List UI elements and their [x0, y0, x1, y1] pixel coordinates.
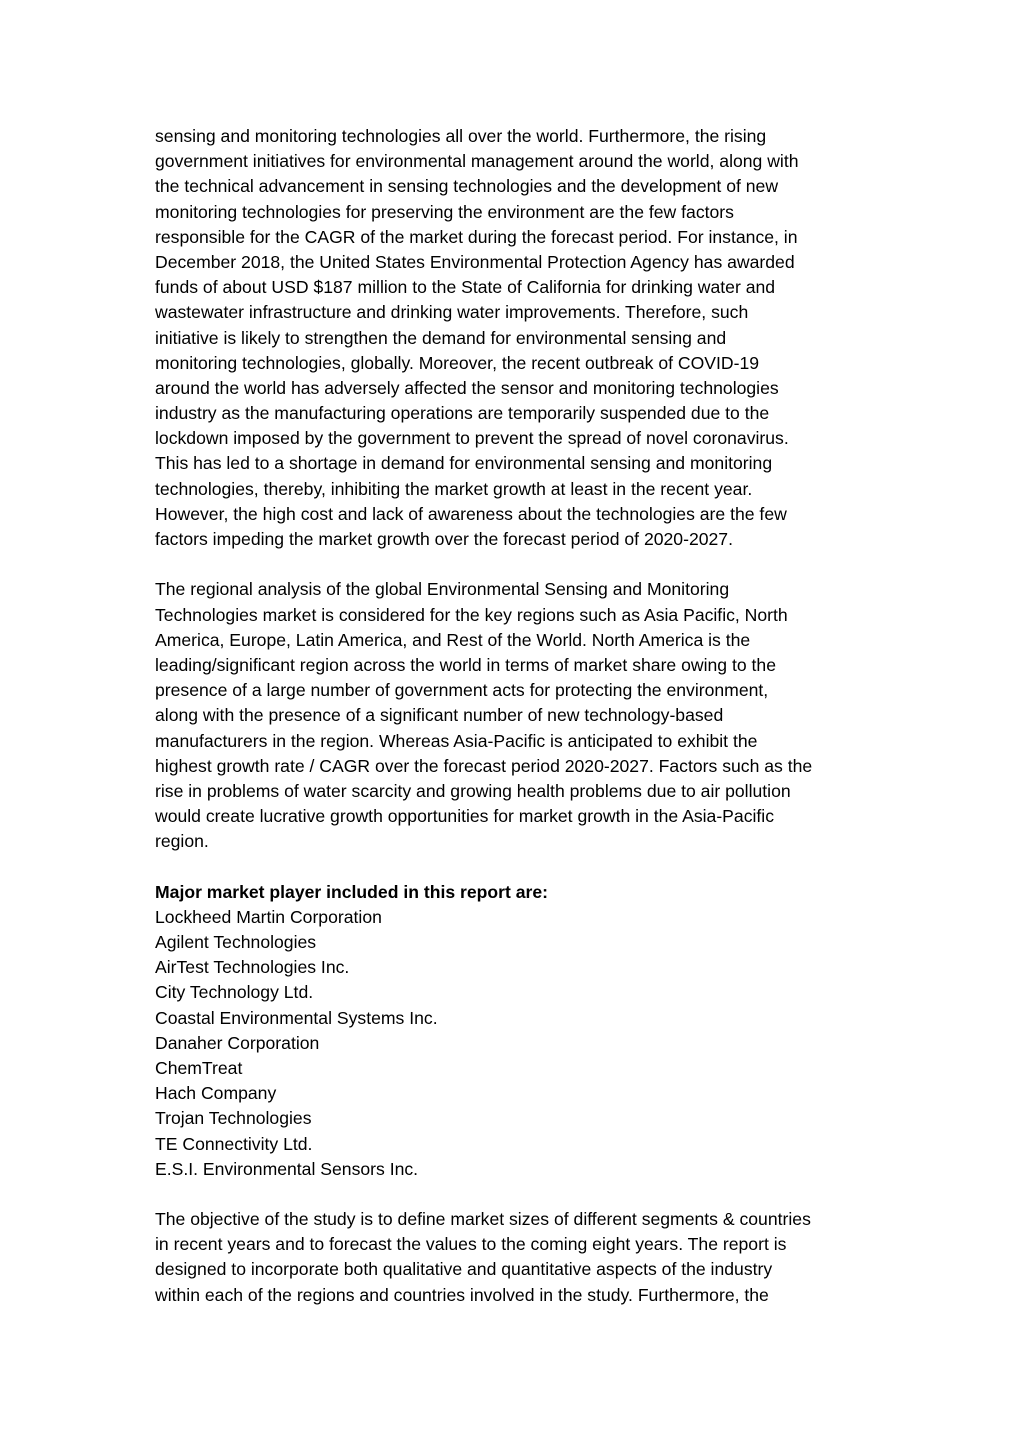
text-line: responsible for the CAGR of the market during the forecast period. For instance, in [155, 226, 798, 247]
text-line: highest growth rate / CAGR over the forecast period 2020-2027. Factors such as the [155, 755, 813, 776]
text-line: sensing and monitoring technologies all over the world. Furthermore, the rising [155, 126, 767, 146]
text-line: America, Europe, Latin America, and Rest of the World. North America is the [155, 629, 751, 650]
text-line: rise in problems of water scarcity and growing health problems due to air pollution [155, 780, 791, 801]
text-line: within each of the regions and countries involved in the study. Furthermore, the [155, 1284, 769, 1305]
text-line: This has led to a shortage in demand for environmental sensing and monitoring [155, 453, 773, 474]
document-page [155, 124, 875, 1308]
paragraph-gap [155, 1182, 875, 1207]
paragraph-study-objective [155, 1207, 875, 1308]
text-line: funds of about USD $187 million to the State of California for drinking water and [155, 277, 776, 298]
text-line: monitoring technologies, globally. Moreover, the recent outbreak of COVID-19 [155, 352, 760, 373]
list-item: TE Connectivity Ltd. [155, 1133, 313, 1154]
text-line: along with the presence of a significant number of new technology-based [155, 705, 724, 726]
text-line: leading/significant region across the world in terms of market share owing to the [155, 654, 776, 675]
text-line: Technologies market is considered for the key regions such as Asia Pacific, North [155, 604, 788, 625]
text-line: presence of a large number of government acts for protecting the environment, [155, 680, 769, 701]
text-line: December 2018, the United States Environmental Protection Agency has awarded [155, 251, 795, 272]
text-line: factors impeding the market growth over the forecast period of 2020-2027. [155, 529, 733, 549]
list-item: Hach Company [155, 1083, 277, 1104]
text-line: industry as the manufacturing operations are temporarily suspended due to the [155, 403, 770, 424]
market-players-list [155, 905, 875, 1182]
list-item: AirTest Technologies Inc. [155, 957, 350, 978]
text-line: wastewater infrastructure and drinking water improvements. Therefore, such [155, 302, 749, 323]
paragraph-gap [155, 552, 875, 577]
text-line: manufacturers in the region. Whereas Asia-Pacific is anticipated to exhibit the [155, 730, 758, 751]
market-players-heading: Major market player included in this report are: [155, 881, 549, 902]
text-line: The regional analysis of the global Environmental Sensing and Monitoring [155, 579, 730, 600]
paragraph-market-drivers [155, 124, 875, 552]
text-line: the technical advancement in sensing technologies and the development of new [155, 176, 779, 197]
text-line: However, the high cost and lack of awareness about the technologies are the few [155, 503, 787, 524]
text-line: would create lucrative growth opportunities for market growth in the Asia-Pacific [155, 806, 775, 827]
list-item: Agilent Technologies [155, 932, 317, 952]
text-line: lockdown imposed by the government to prevent the spread of novel coronavirus. [155, 428, 789, 449]
market-players-section [155, 880, 875, 1182]
paragraph-gap [155, 854, 875, 879]
text-line: designed to incorporate both qualitative and quantitative aspects of the industry [155, 1259, 773, 1280]
text-line: region. [155, 831, 209, 852]
text-line: around the world has adversely affected the sensor and monitoring technologies [155, 377, 779, 398]
paragraph-regional-analysis [155, 577, 875, 854]
list-item: Coastal Environmental Systems Inc. [155, 1007, 438, 1028]
text-line: monitoring technologies for preserving the environment are the few factors [155, 201, 734, 222]
list-item: City Technology Ltd. [155, 982, 314, 1003]
list-item: Danaher Corporation [155, 1032, 320, 1053]
text-line: initiative is likely to strengthen the demand for environmental sensing and [155, 327, 727, 348]
list-item: Lockheed Martin Corporation [155, 906, 382, 927]
text-line: The objective of the study is to define market sizes of different segments & countries [155, 1209, 811, 1230]
list-item: ChemTreat [155, 1057, 243, 1078]
text-line: technologies, thereby, inhibiting the market growth at least in the recent year. [155, 478, 753, 499]
list-item: Trojan Technologies [155, 1108, 312, 1129]
list-item: E.S.I. Environmental Sensors Inc. [155, 1158, 419, 1179]
text-line: government initiatives for environmental management around the world, along with [155, 151, 799, 172]
text-line: in recent years and to forecast the values to the coming eight years. The report is [155, 1234, 787, 1255]
